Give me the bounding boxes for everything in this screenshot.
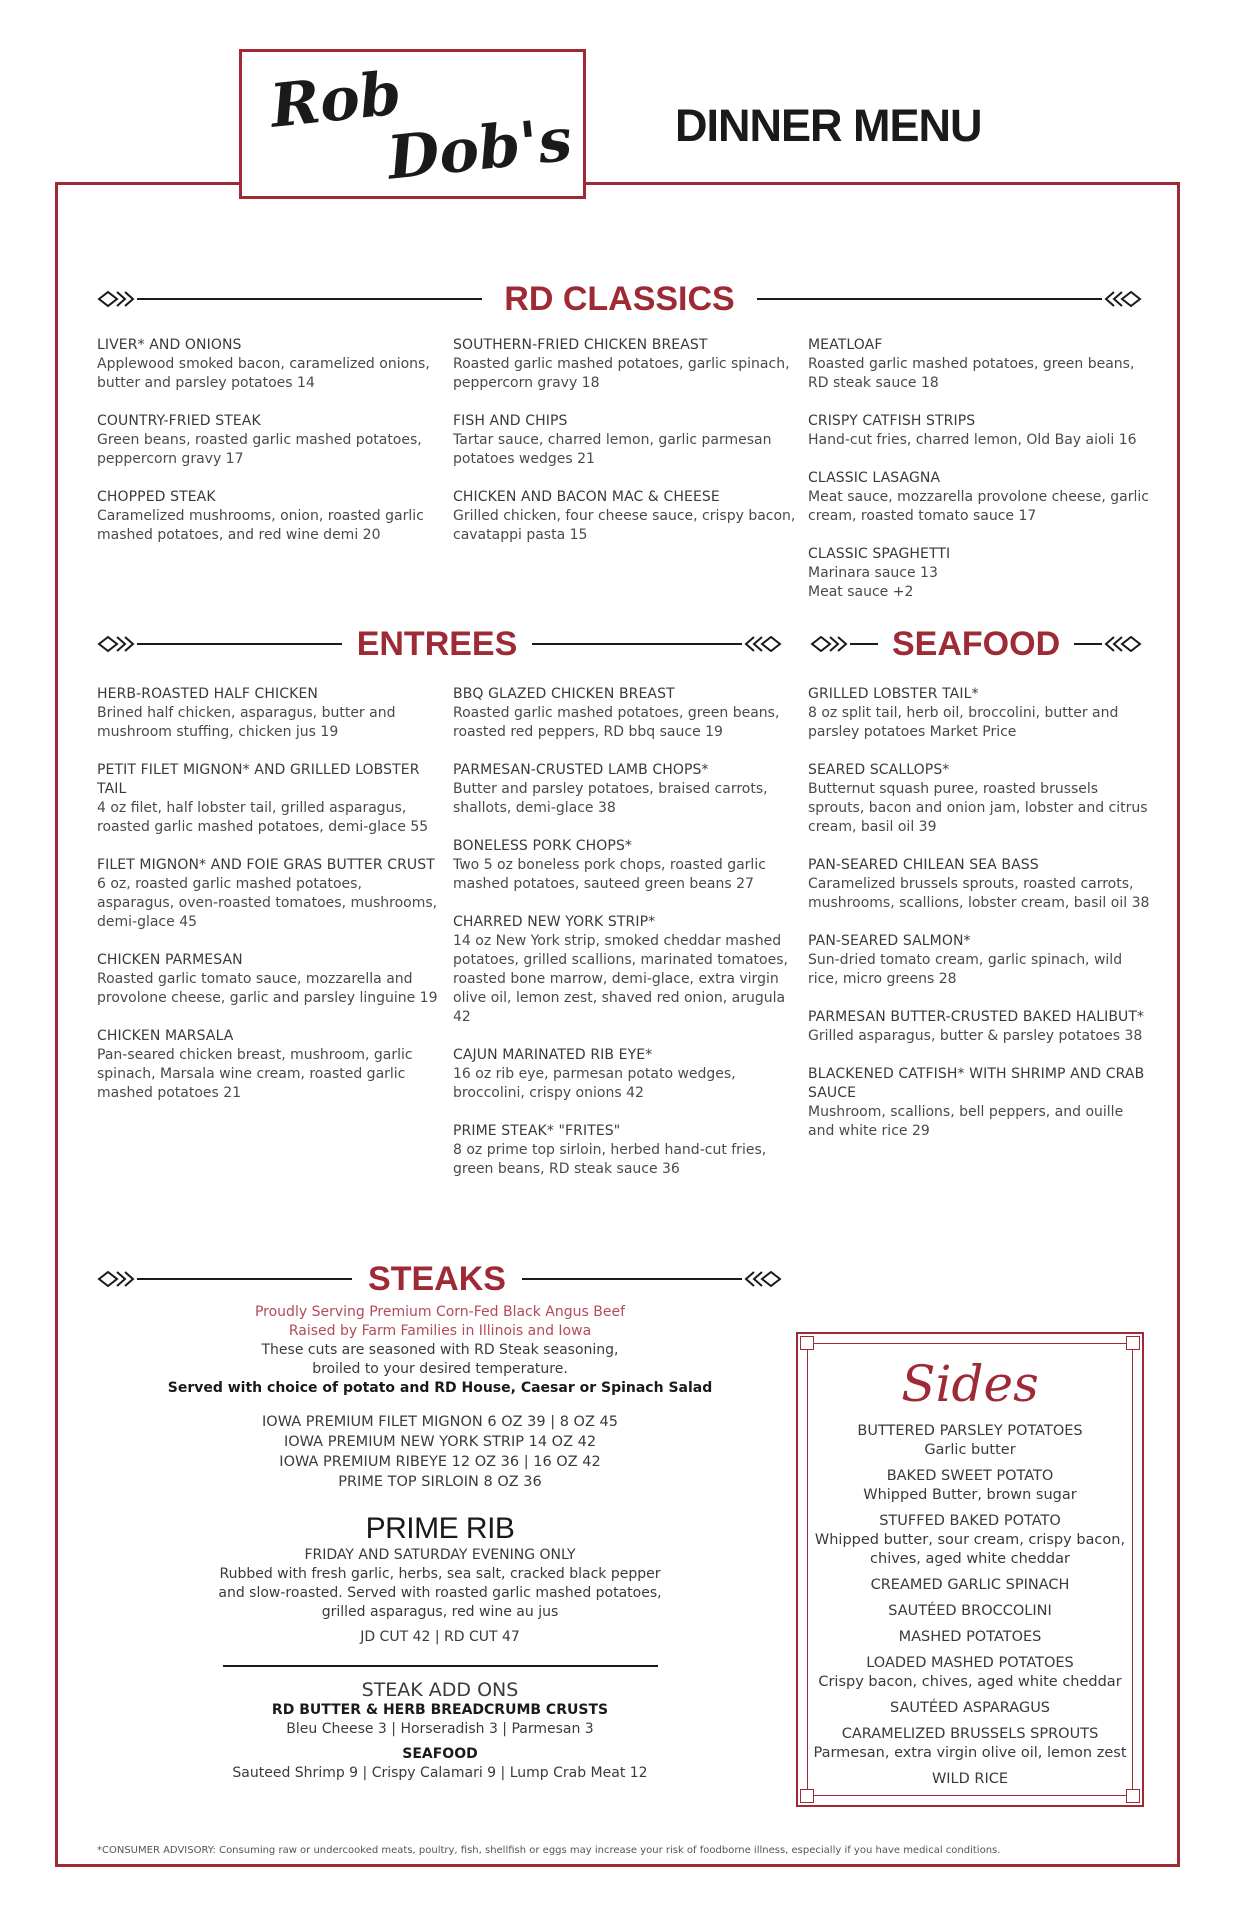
side-item-name: CARAMELIZED BRUSSELS SPROUTS — [841, 1726, 1099, 1742]
logo-mark — [242, 52, 583, 196]
side-item-name: BAKED SWEET POTATO — [886, 1468, 1054, 1484]
logo — [239, 49, 586, 199]
side-item-name: SAUTÉED BROCCOLINI — [888, 1603, 1052, 1619]
menu-item — [808, 761, 1153, 837]
menu-item-name: BLACKENED CATFISH* WITH SHRIMP AND CRAB SAUCE — [808, 1066, 1145, 1101]
menu-item — [808, 685, 1153, 742]
addons-crust-items: Bleu Cheese 3 | Horseradish 3 | Parmesan 3 — [286, 1721, 594, 1737]
menu-item-name: CHARRED NEW YORK STRIP* — [453, 914, 656, 930]
side-item — [806, 1512, 1134, 1569]
section-title-seafood: SEAFOOD — [878, 624, 1074, 664]
menu-item — [97, 336, 442, 393]
addons-crust-title: RD BUTTER & HERB BREADCRUMB CRUSTS — [271, 1702, 609, 1718]
menu-item-desc: Meat sauce, mozzarella provolone cheese, garlic cream, roasted tomato sauce 17 — [808, 489, 1149, 524]
menu-item — [453, 488, 798, 545]
menu-item-name: CHICKEN PARMESAN — [97, 952, 243, 968]
menu-item-name: PAN-SEARED CHILEAN SEA BASS — [808, 857, 1039, 873]
sides-title: Sides — [901, 1355, 1039, 1413]
menu-item-desc: Roasted garlic mashed potatoes, green beans, roasted red peppers, RD bbq sauce 19 — [453, 705, 780, 740]
side-item — [806, 1628, 1134, 1647]
menu-item-desc: Green beans, roasted garlic mashed potatoes, peppercorn gravy 17 — [97, 432, 422, 467]
menu-item — [97, 856, 442, 932]
menu-item-desc: Grilled asparagus, butter & parsley potatoes 38 — [808, 1028, 1143, 1044]
steak-cut-list — [150, 1412, 730, 1492]
side-item-name: BUTTERED PARSLEY POTATOES — [857, 1423, 1083, 1439]
side-item — [806, 1602, 1134, 1621]
menu-item-name: CAJUN MARINATED RIB EYE* — [453, 1047, 653, 1063]
entrees-column-1 — [97, 685, 442, 1122]
steak-cut: IOWA PREMIUM NEW YORK STRIP 14 OZ 42 — [283, 1434, 597, 1450]
section-title-classics: RD CLASSICS — [482, 279, 757, 319]
menu-item-desc: Tartar sauce, charred lemon, garlic parmesan potatoes wedges 21 — [453, 432, 772, 467]
menu-item — [808, 412, 1153, 450]
side-item-name: SAUTÉED ASPARAGUS — [889, 1700, 1051, 1716]
classics-column-1 — [97, 336, 442, 564]
menu-item — [97, 685, 442, 742]
menu-item — [97, 1027, 442, 1103]
menu-item-desc: Hand-cut fries, charred lemon, Old Bay aioli 16 — [808, 432, 1137, 448]
prime-rib-title: PRIME RIB — [365, 1512, 515, 1545]
steak-cut: PRIME TOP SIRLOIN 8 OZ 36 — [338, 1474, 542, 1490]
addons-seafood-items: Sauteed Shrimp 9 | Crispy Calamari 9 | Lump Crab Meat 12 — [232, 1765, 648, 1781]
menu-item — [453, 336, 798, 393]
classics-column-2 — [453, 336, 798, 564]
menu-item — [453, 412, 798, 469]
section-title-entrees: ENTREES — [342, 624, 532, 664]
classics-column-3 — [808, 336, 1153, 621]
side-item-name: MASHED POTATOES — [898, 1629, 1042, 1645]
steak-note: broiled to your desired temperature. — [312, 1361, 568, 1377]
menu-item — [97, 412, 442, 469]
menu-item — [453, 761, 798, 818]
menu-item-desc: Caramelized mushrooms, onion, roasted garlic mashed potatoes, and red wine demi 20 — [97, 508, 424, 543]
divider — [223, 1665, 658, 1667]
prime-rib-cuts: JD CUT 42 | RD CUT 47 — [360, 1629, 520, 1645]
menu-item-desc: 16 oz rib eye, parmesan potato wedges, broccolini, crispy onions 42 — [453, 1066, 736, 1101]
section-header-steaks — [97, 1259, 782, 1299]
menu-item-desc: 6 oz, roasted garlic mashed potatoes, asparagus, oven-roasted tomatoes, mushrooms, demi-glace 45 — [97, 876, 438, 930]
menu-item-desc: Sun-dried tomato cream, garlic spinach, wild rice, micro greens 28 — [808, 952, 1123, 987]
side-item-desc: Garlic butter — [924, 1442, 1016, 1458]
menu-item-name: SOUTHERN-FRIED CHICKEN BREAST — [453, 337, 708, 353]
menu-item-desc: 4 oz filet, half lobster tail, grilled asparagus, roasted garlic mashed potatoes, demi-glace 55 — [97, 800, 429, 835]
steak-cut: IOWA PREMIUM RIBEYE 12 OZ 36 | 16 OZ 42 — [279, 1454, 601, 1470]
prime-rib-days: FRIDAY AND SATURDAY EVENING ONLY — [304, 1547, 576, 1563]
menu-item-name: PETIT FILET MIGNON* AND GRILLED LOBSTER TAIL — [97, 762, 420, 797]
menu-item — [808, 1008, 1153, 1046]
menu-item-desc: Grilled chicken, four cheese sauce, crispy bacon, cavatappi pasta 15 — [453, 508, 796, 543]
corner-ornament — [1126, 1336, 1140, 1350]
menu-item-desc: Roasted garlic mashed potatoes, garlic spinach, peppercorn gravy 18 — [453, 356, 790, 391]
menu-item-name: FILET MIGNON* AND FOIE GRAS BUTTER CRUST — [97, 857, 435, 873]
consumer-advisory: *CONSUMER ADVISORY: Consuming raw or undercooked meats, poultry, fish, shellfish or eggs may increase your risk of foodborne illness, especially if you have medical conditions. — [97, 1845, 1001, 1856]
prime-rib-desc: Rubbed with fresh garlic, herbs, sea salt, cracked black pepper — [219, 1566, 661, 1582]
menu-item-name: FISH AND CHIPS — [453, 413, 568, 429]
side-item-name: CREAMED GARLIC SPINACH — [870, 1577, 1070, 1593]
side-item-desc: Whipped Butter, brown sugar — [863, 1487, 1077, 1503]
page-title: DINNER MENU — [675, 100, 982, 151]
menu-item — [453, 837, 798, 894]
side-item — [806, 1576, 1134, 1595]
menu-item-name: PRIME STEAK* "FRITES" — [453, 1123, 621, 1139]
menu-item-desc: Two 5 oz boneless pork chops, roasted garlic mashed potatoes, sauteed green beans 27 — [453, 857, 766, 892]
section-header-seafood — [810, 624, 1142, 664]
side-item-desc: Whipped butter, sour cream, crispy bacon, chives, aged white cheddar — [814, 1532, 1126, 1567]
menu-item-name: MEATLOAF — [808, 337, 883, 353]
entrees-column-2 — [453, 685, 798, 1198]
steak-tagline: Raised by Farm Families in Illinois and Iowa — [288, 1323, 592, 1339]
menu-item-desc: 8 oz prime top sirloin, herbed hand-cut fries, green beans, RD steak sauce 36 — [453, 1142, 767, 1177]
menu-item-name: SEARED SCALLOPS* — [808, 762, 950, 778]
menu-item-name: BBQ GLAZED CHICKEN BREAST — [453, 686, 675, 702]
side-item — [806, 1467, 1134, 1505]
menu-item-desc: Caramelized brussels sprouts, roasted carrots, mushrooms, scallions, lobster cream, basil oil 38 — [808, 876, 1150, 911]
menu-item-name: HERB-ROASTED HALF CHICKEN — [97, 686, 318, 702]
menu-item — [453, 1122, 798, 1179]
section-header-classics — [97, 279, 1142, 319]
menu-item — [97, 761, 442, 837]
side-item-name: STUFFED BAKED POTATO — [879, 1513, 1061, 1529]
menu-item-name: CHICKEN AND BACON MAC & CHEESE — [453, 489, 720, 505]
menu-item — [808, 336, 1153, 393]
menu-item-desc: 14 oz New York strip, smoked cheddar mashed potatoes, grilled scallions, marinated tomatoes, roasted bone marrow, demi-glace, extra virgin olive oil, lemon zest, shaved red onion, arugula 42 — [453, 933, 788, 1025]
side-item-desc: Crispy bacon, chives, aged white cheddar — [818, 1674, 1122, 1690]
menu-item-name: PAN-SEARED SALMON* — [808, 933, 971, 949]
menu-item — [453, 685, 798, 742]
addons-title: STEAK ADD ONS — [361, 1679, 519, 1701]
steak-note: These cuts are seasoned with RD Steak seasoning, — [261, 1342, 619, 1358]
side-item — [806, 1422, 1134, 1460]
menu-item-name: CHICKEN MARSALA — [97, 1028, 234, 1044]
menu-item-desc: Roasted garlic tomato sauce, mozzarella and provolone cheese, garlic and parsley linguine 19 — [97, 971, 438, 1006]
side-item — [806, 1770, 1134, 1789]
menu-item-desc: 8 oz split tail, herb oil, broccolini, butter and parsley potatoes Market Price — [808, 705, 1119, 740]
logo-line2: Dob's — [384, 104, 576, 194]
prime-rib-desc: grilled asparagus, red wine au jus — [321, 1604, 559, 1620]
menu-item-name: GRILLED LOBSTER TAIL* — [808, 686, 979, 702]
sides-list — [806, 1422, 1134, 1796]
menu-item — [808, 545, 1153, 602]
corner-ornament — [800, 1336, 814, 1350]
menu-item-desc: Roasted garlic mashed potatoes, green beans, RD steak sauce 18 — [808, 356, 1135, 391]
menu-item-desc: Applewood smoked bacon, caramelized onions, butter and parsley potatoes 14 — [97, 356, 430, 391]
side-item — [806, 1699, 1134, 1718]
menu-item — [808, 856, 1153, 913]
side-item — [806, 1654, 1134, 1692]
menu-item — [453, 1046, 798, 1103]
menu-item-name: PARMESAN-CRUSTED LAMB CHOPS* — [453, 762, 709, 778]
side-item-desc: Parmesan, extra virgin olive oil, lemon zest — [813, 1745, 1127, 1761]
addons-seafood-title: SEAFOOD — [402, 1746, 478, 1762]
menu-item-name: BONELESS PORK CHOPS* — [453, 838, 633, 854]
menu-item-name: COUNTRY-FRIED STEAK — [97, 413, 261, 429]
menu-item-desc: Butternut squash puree, roasted brussels sprouts, bacon and onion jam, lobster and citrus cream, basil oil 39 — [808, 781, 1148, 835]
prime-rib-desc: and slow-roasted. Served with roasted garlic mashed potatoes, — [218, 1585, 662, 1601]
menu-item-name: CHOPPED STEAK — [97, 489, 216, 505]
steak-cut: IOWA PREMIUM FILET MIGNON 6 OZ 39 | 8 OZ 45 — [262, 1414, 618, 1430]
menu-item-desc: Mushroom, scallions, bell peppers, and ouille and white rice 29 — [808, 1104, 1124, 1139]
menu-item-name: CLASSIC SPAGHETTI — [808, 546, 951, 562]
logo-line1: Rob — [267, 58, 405, 142]
menu-item-desc: Brined half chicken, asparagus, butter and mushroom stuffing, chicken jus 19 — [97, 705, 396, 740]
steak-served-with: Served with choice of potato and RD House, Caesar or Spinach Salad — [167, 1380, 713, 1396]
side-item-name: LOADED MASHED POTATOES — [866, 1655, 1074, 1671]
menu-item-desc: Pan-seared chicken breast, mushroom, garlic spinach, Marsala wine cream, roasted garlic mashed potatoes 21 — [97, 1047, 413, 1101]
side-item — [806, 1725, 1134, 1763]
section-header-entrees — [97, 624, 782, 664]
menu-item-desc: Marinara sauce 13 Meat sauce +2 — [808, 565, 938, 600]
steak-tagline: Proudly Serving Premium Corn-Fed Black Angus Beef — [254, 1304, 626, 1320]
menu-item — [97, 951, 442, 1008]
menu-item-desc: Butter and parsley potatoes, braised carrots, shallots, demi-glace 38 — [453, 781, 768, 816]
steaks-block — [150, 1303, 730, 1783]
menu-item — [808, 1065, 1153, 1141]
menu-item-name: LIVER* AND ONIONS — [97, 337, 242, 353]
side-item-name: WILD RICE — [931, 1771, 1009, 1787]
menu-item-name: PARMESAN BUTTER-CRUSTED BAKED HALIBUT* — [808, 1009, 1145, 1025]
menu-item-name: CLASSIC LASAGNA — [808, 470, 941, 486]
menu-item — [808, 932, 1153, 989]
menu-item — [97, 488, 442, 545]
section-title-steaks: STEAKS — [352, 1259, 522, 1299]
menu-item — [453, 913, 798, 1027]
menu-item — [808, 469, 1153, 526]
menu-item-name: CRISPY CATFISH STRIPS — [808, 413, 976, 429]
seafood-column — [808, 685, 1153, 1160]
